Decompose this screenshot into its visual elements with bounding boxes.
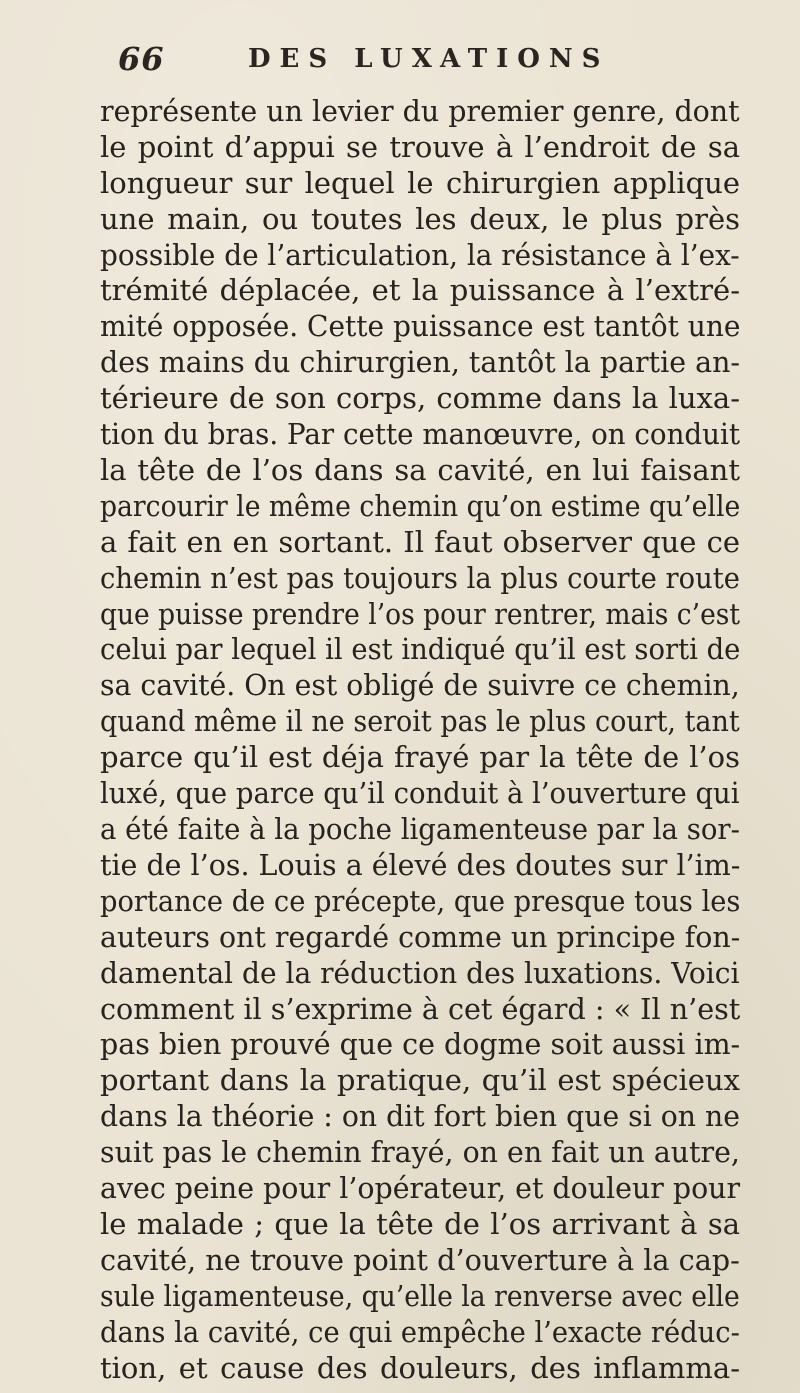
- text-line: celui par lequel il est indiqué qu’il est sorti de: [100, 632, 741, 667]
- text-line: a été faite à la poche ligamenteuse par la sor-: [100, 812, 740, 846]
- text-line: une main, ou toutes les deux, le plus près: [100, 201, 740, 236]
- text-line: portance de ce précepte, que presque tous les: [100, 883, 741, 918]
- text-line: mité opposée. Cette puissance est tantôt une: [100, 309, 741, 344]
- running-head: DES LUXATIONS: [248, 44, 610, 74]
- text-line: luxé, que parce qu’il conduit à l’ouverture qui: [100, 776, 740, 811]
- text-line: possible de l’articulation, la résistance à l’ex-: [100, 237, 740, 272]
- text-line: damental de la réduction des luxations. Voici: [100, 955, 740, 990]
- text-line: la tête de l’os dans sa cavité, en lui faisant: [100, 452, 740, 487]
- text-line: que puisse prendre l’os pour rentrer, mais c’est: [100, 596, 741, 631]
- text-line: le malade ; que la tête de l’os arrivant à sa: [100, 1206, 740, 1241]
- text-line: cavité, ne trouve point d’ouverture à la cap-: [100, 1242, 740, 1277]
- text-line: le point d’appui se trouve à l’endroit de sa: [100, 129, 740, 164]
- text-line: représente un levier du premier genre, dont: [100, 94, 740, 128]
- text-line: avec peine pour l’opérateur, et douleur pour: [100, 1171, 741, 1206]
- text-line: pas bien prouvé que ce dogme soit aussi im-: [100, 1027, 741, 1062]
- body-text: [100, 94, 740, 1386]
- text-line: suit pas le chemin frayé, on en fait un autre,: [100, 1135, 740, 1170]
- text-line: quand même il ne seroit pas le plus court, tant: [100, 704, 740, 739]
- page-number: 66: [118, 40, 165, 78]
- text-line: tie de l’os. Louis a élevé des doutes sur l’im-: [100, 847, 741, 882]
- text-line: portant dans la pratique, qu’il est spécieux: [100, 1063, 740, 1098]
- text-line: parcourir le même chemin qu’on estime qu’elle: [100, 488, 741, 523]
- text-line: térieure de son corps, comme dans la luxa-: [100, 381, 740, 416]
- text-line: a fait en en sortant. Il faut observer que ce: [100, 524, 740, 559]
- text-line: auteurs ont regardé comme un principe fon-: [100, 919, 741, 954]
- text-line: dans la théorie : on dit fort bien que si on ne: [100, 1099, 740, 1134]
- text-line: comment il s’exprime à cet égard : « Il n’est: [100, 991, 741, 1026]
- text-line: sa cavité. On est obligé de suivre ce chemin,: [100, 668, 740, 703]
- text-line: trémité déplacée, et la puissance à l’extré-: [100, 273, 740, 308]
- page-header: [118, 40, 718, 80]
- text-line: parce qu’il est déja frayé par la tête de l’os: [100, 740, 740, 775]
- text-line: tion du bras. Par cette manœuvre, on conduit: [100, 417, 741, 452]
- text-line: sule ligamenteuse, qu’elle la renverse avec elle: [100, 1278, 740, 1313]
- text-line: chemin n’est pas toujours la plus courte route: [100, 560, 740, 595]
- text-line: des mains du chirurgien, tantôt la partie an-: [100, 345, 741, 380]
- text-line: dans la cavité, ce qui empêche l’exacte réduc-: [100, 1314, 740, 1349]
- text-line: tion, et cause des douleurs, des inflamma-: [100, 1350, 740, 1385]
- text-line: longueur sur lequel le chirurgien applique: [100, 165, 740, 200]
